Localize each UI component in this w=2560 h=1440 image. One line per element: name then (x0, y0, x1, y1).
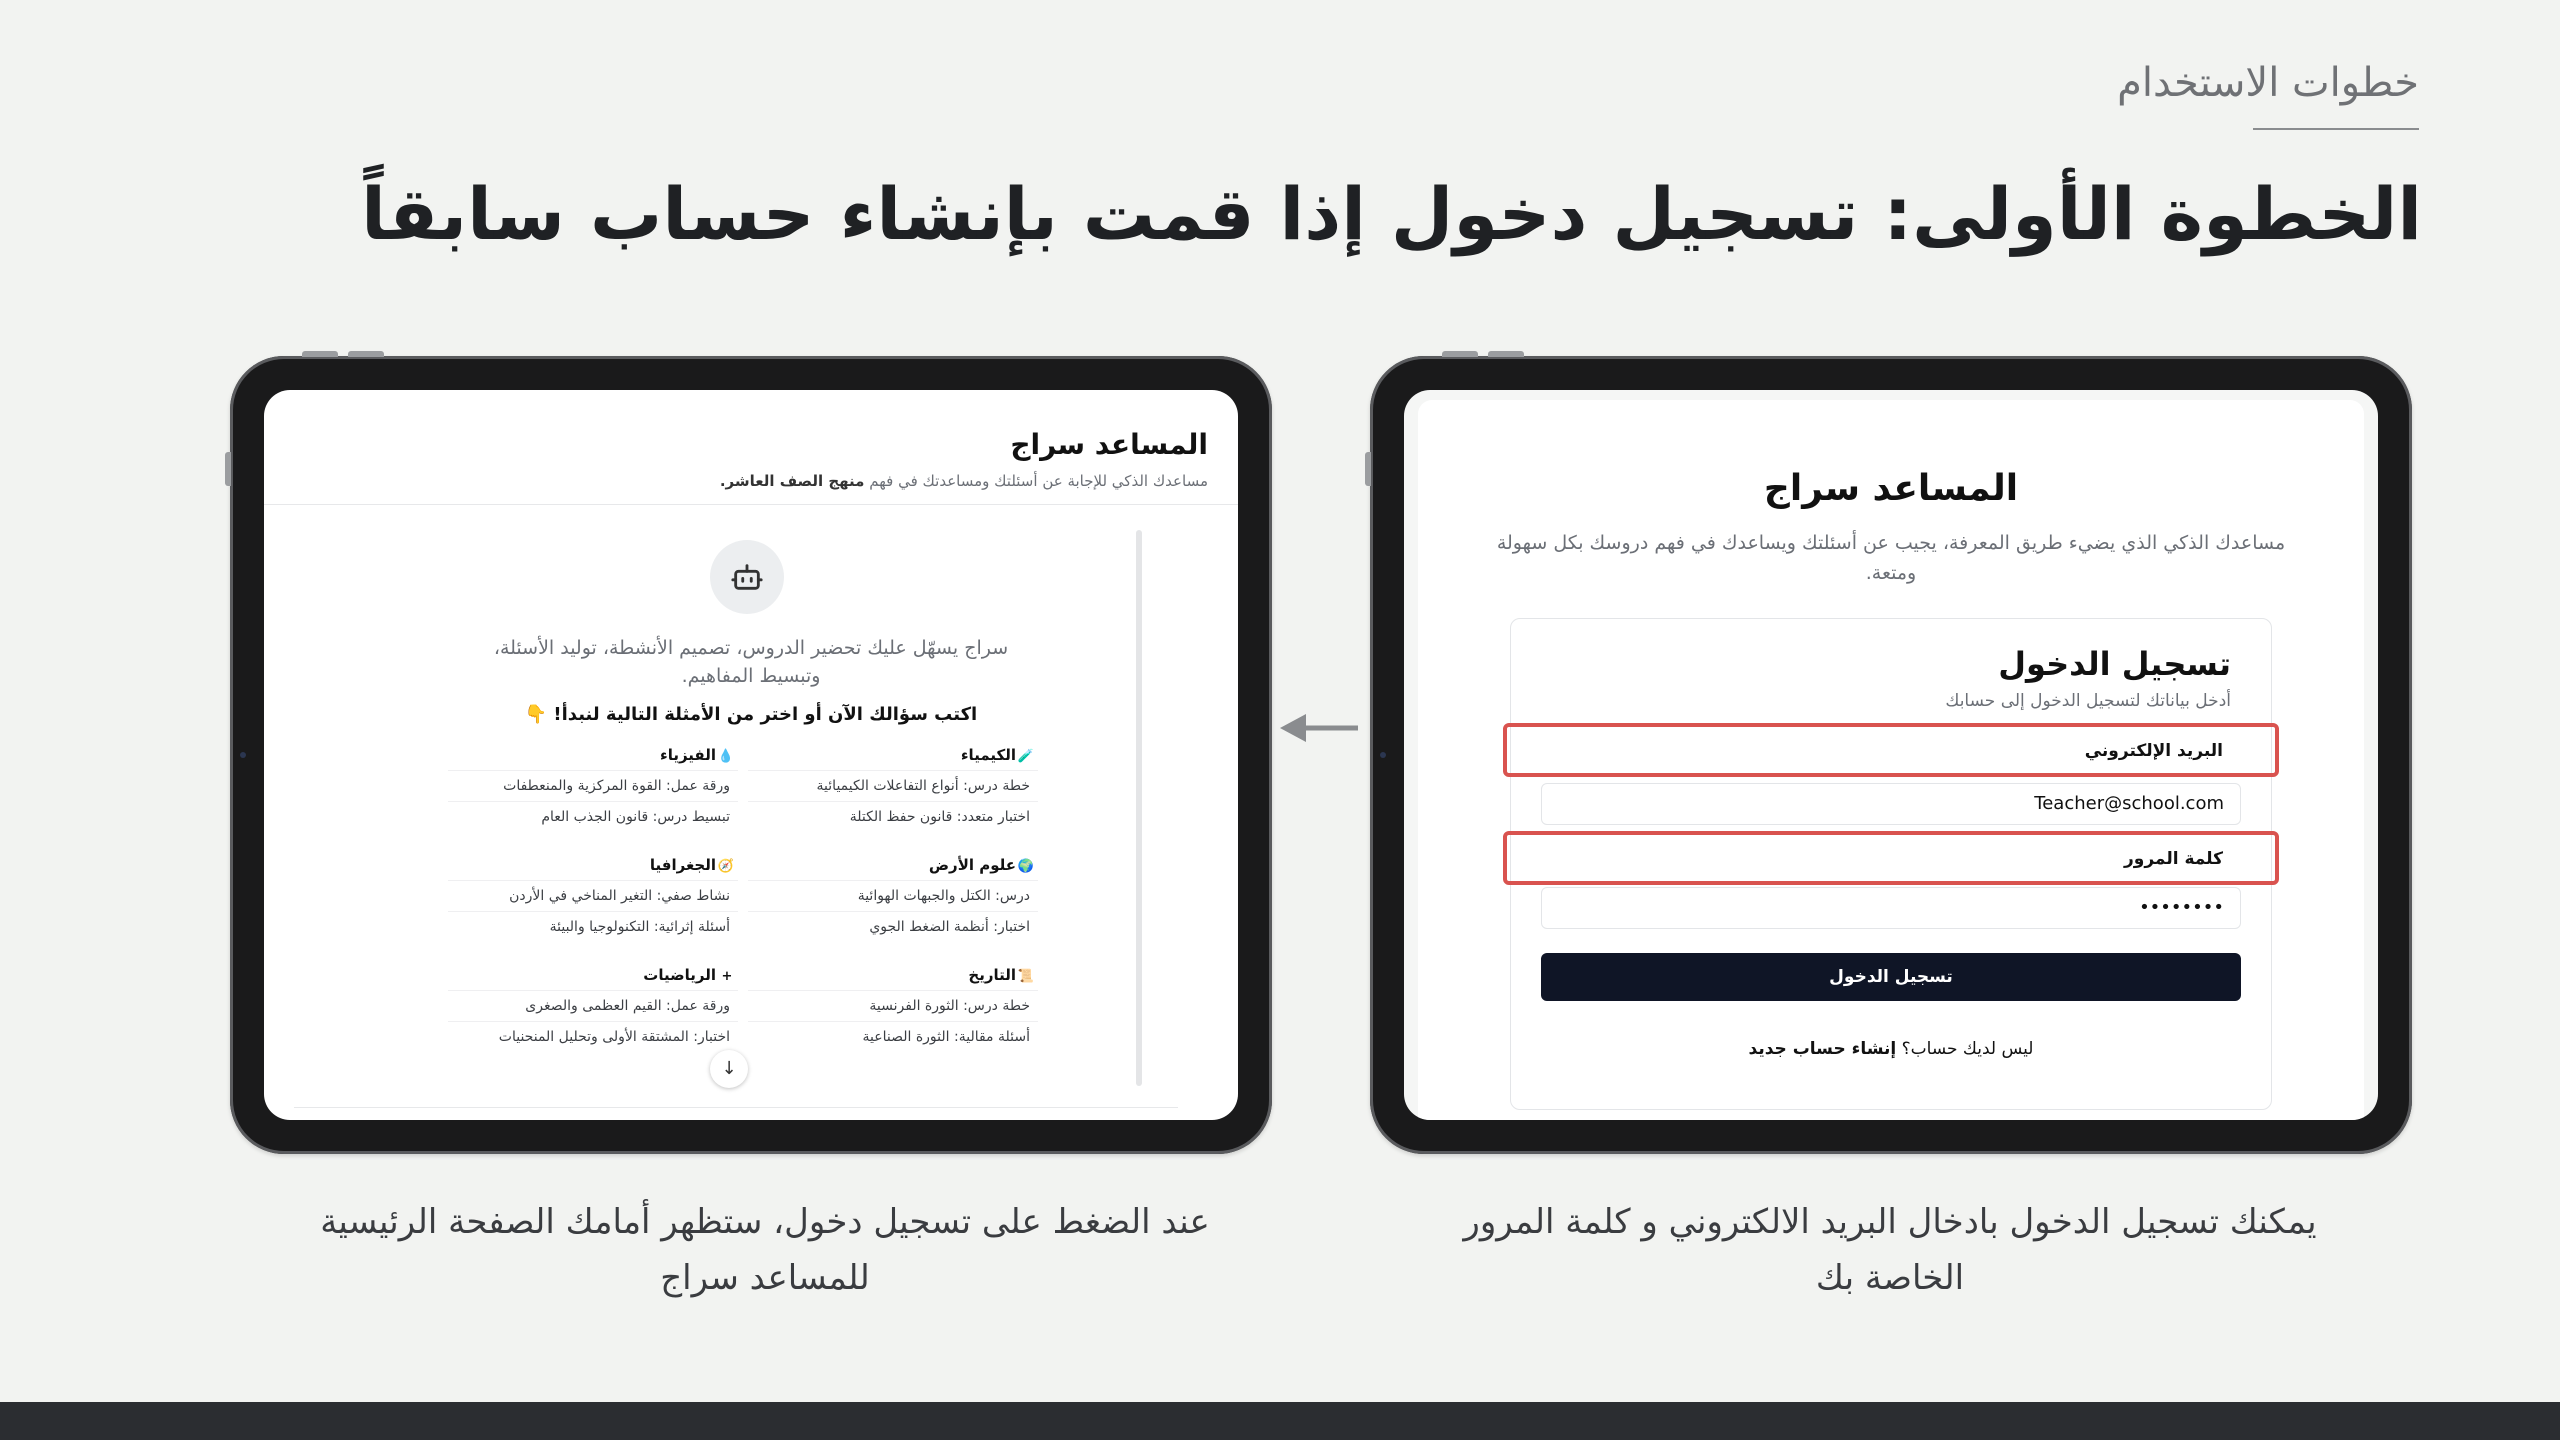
subject-label: الفيزياء (660, 746, 716, 764)
subject-label: الرياضيات (643, 966, 716, 984)
create-account-link[interactable]: إنشاء حساب جديد (1748, 1039, 1897, 1059)
example-prompt[interactable]: اختبار: أنظمة الضغط الجوي (748, 911, 1038, 942)
signup-prompt (1511, 1039, 2271, 1059)
example-prompt[interactable]: اختبار: المشتقة الأولى وتحليل المنحنيات (448, 1021, 738, 1052)
home-app-subtitle (720, 472, 1208, 490)
tablet-button (348, 351, 384, 357)
example-prompt[interactable]: خطة درس: الثورة الفرنسية (748, 990, 1038, 1021)
example-prompt[interactable]: نشاط صفي: التغير المناخي في الأردن (448, 880, 738, 911)
tablet-camera (1380, 752, 1386, 758)
home-screen (264, 390, 1238, 1120)
section-label: خطوات الاستخدام (2117, 60, 2419, 106)
tablet-frame-home (230, 356, 1272, 1154)
home-header (264, 390, 1238, 505)
subject-icon: 📜 (1017, 969, 1034, 984)
scroll-down-button[interactable] (710, 1050, 748, 1088)
example-prompt[interactable]: درس: الكتل والجبهات الهوائية (748, 880, 1038, 911)
login-screen (1404, 390, 2378, 1120)
subject-name (748, 740, 1038, 770)
section-underline (2253, 128, 2419, 130)
tablet-button (1365, 452, 1371, 486)
footer-bar (0, 1402, 2560, 1440)
tablet-button (225, 452, 231, 486)
subject-icon: 🧭 (717, 859, 734, 874)
subject-icon: 💧 (717, 749, 734, 764)
login-card-subtitle: أدخل بياناتك لتسجيل الدخول إلى حسابك (1945, 691, 2231, 711)
subject-card (748, 960, 1038, 1052)
subject-label: الجغرافيا (649, 856, 716, 874)
example-prompt[interactable]: تبسيط درس: قانون الجذب العام (448, 801, 738, 832)
example-prompt[interactable]: خطة درس: أنواع التفاعلات الكيميائية (748, 770, 1038, 801)
tablet-camera (240, 752, 246, 758)
example-prompt[interactable]: ورقة عمل: القيم العظمى والصغرى (448, 990, 738, 1021)
subject-card (448, 960, 738, 1052)
home-subtitle-bold: منهج الصف العاشر. (719, 472, 865, 490)
subject-name (748, 960, 1038, 990)
subject-icon: 🧪 (1017, 749, 1034, 764)
login-app-title: المساعد سراج (1763, 468, 2019, 509)
subject-label: التاريخ (968, 966, 1016, 984)
caption-home: عند الضغط على تسجيل دخول، ستظهر أمامك الصفحة الرئيسية للمساعد سراج (320, 1202, 1210, 1298)
divider (294, 1107, 1178, 1108)
email-field[interactable]: Teacher@school.com (1541, 783, 2241, 825)
subject-label: الكيمياء (960, 746, 1016, 764)
subject-card (448, 850, 738, 942)
robot-icon (730, 560, 764, 594)
subject-name (448, 740, 738, 770)
caption-login: يمكنك تسجيل الدخول بادخال البريد الالكتروني و كلمة المرور الخاصة بك (1463, 1202, 2317, 1298)
home-prompt: اكتب سؤالك الآن أو اختر من الأمثلة التالية لنبدأ! 👇 (524, 704, 978, 725)
home-subtitle-text: مساعدك الذكي للإجابة عن أسئلتك ومساعدتك في فهم (869, 472, 1208, 490)
home-description: سراج يسهّل عليك تحضير الدروس، تصميم الأنشطة، توليد الأسئلة، وتبسيط المفاهيم. (493, 637, 1009, 687)
tablet-button (1442, 351, 1478, 357)
subject-card (748, 850, 1038, 942)
login-card (1510, 618, 2272, 1110)
subject-card (748, 740, 1038, 832)
tablet-frame-login (1370, 356, 2412, 1154)
subject-icon: + (721, 969, 733, 984)
password-label: كلمة المرور (2124, 849, 2223, 869)
subject-name (748, 850, 1038, 880)
example-prompt[interactable]: أسئلة إثرائية: التكنولوجيا والبيئة (448, 911, 738, 942)
tablet-button (1488, 351, 1524, 357)
login-page (1418, 400, 2364, 1120)
subject-label: علوم الأرض (928, 856, 1016, 874)
subject-card (448, 740, 738, 832)
arrow-down-icon: ↓ (721, 1058, 737, 1079)
password-field[interactable]: •••••••• (1541, 887, 2241, 929)
login-button[interactable]: تسجيل الدخول (1541, 953, 2241, 1001)
subject-name (448, 850, 738, 880)
tablet-button (302, 351, 338, 357)
robot-avatar (710, 540, 784, 614)
no-account-text: ليس لديك حساب؟ (1901, 1039, 2034, 1059)
subject-name (448, 960, 738, 990)
example-prompt[interactable]: ورقة عمل: القوة المركزية والمنعطفات (448, 770, 738, 801)
example-prompt[interactable]: أسئلة مقالية: الثورة الصناعية (748, 1021, 1038, 1052)
home-app-title: المساعد سراج (1010, 428, 1208, 461)
page-title: الخطوة الأولى: تسجيل دخول إذا قمت بإنشاء حساب سابقاً (361, 172, 2422, 256)
arrow-left-icon (1278, 706, 1360, 750)
login-app-subtitle: مساعدك الذكي الذي يضيء طريق المعرفة، يجيب عن أسئلتك ويساعدك في فهم دروسك بكل سهولة ومتعة. (1496, 532, 2286, 584)
email-label: البريد الإلكتروني (2084, 741, 2223, 761)
login-card-title: تسجيل الدخول (1998, 645, 2231, 683)
subject-icon: 🌍 (1017, 859, 1034, 874)
example-prompt[interactable]: اختبار متعدد: قانون حفظ الكتلة (748, 801, 1038, 832)
scrollbar[interactable] (1136, 530, 1142, 1086)
